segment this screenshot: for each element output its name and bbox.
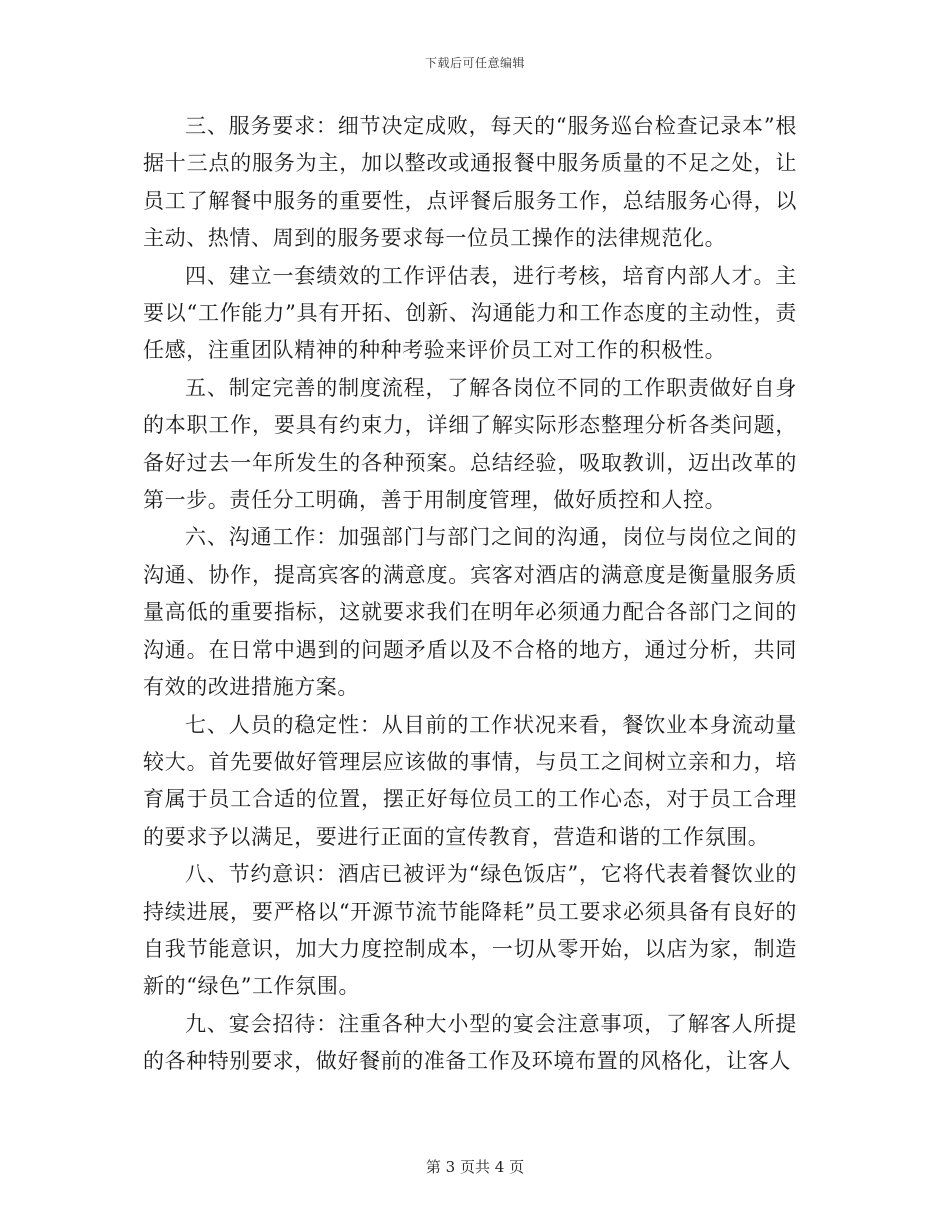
paragraph-performance-evaluation: 四、建立一套绩效的工作评估表，进行考核，培育内部人才。主要以“工作能力”具有开拓、创新、沟通能力和工作态度的主动性，责任感，注重团队精神的种种考验来评价员工对工作的积极性。 (143, 263, 797, 363)
paragraph-system-process: 五、制定完善的制度流程，了解各岗位不同的工作职责做好自身的本职工作，要具有约束力，详细了解实际形态整理分析各类问题，备好过去一年所发生的各种预案。总结经验，吸取教训，迈出改革的第一步。责任分工明确，善于用制度管理，做好质控和人控。 (143, 375, 797, 513)
paragraph-communication: 六、沟通工作：加强部门与部门之间的沟通，岗位与岗位之间的沟通、协作，提高宾客的满意度。宾客对酒店的满意度是衡量服务质量高低的重要指标，这就要求我们在明年必须通力配合各部门之间的沟通。在日常中遇到的问题矛盾以及不合格的地方，通过分析，共同有效的改进措施方案。 (143, 525, 797, 700)
document-body (143, 108, 797, 1081)
page-header-note: 下载后可任意编辑 (424, 56, 525, 70)
page-number: 第 3 页共 4 页 (425, 1158, 525, 1176)
paragraph-staff-stability: 七、人员的稳定性：从目前的工作状况来看，餐饮业本身流动量较大。首先要做好管理层应该做的事情，与员工之间树立亲和力，培育属于员工合适的位置，摆正好每位员工的工作心态，对于员工合理的要求予以满足，要进行正面的宣传教育，营造和谐的工作氛围。 (143, 712, 797, 849)
paragraph-saving-awareness: 八、节约意识：酒店已被评为“绿色饭店”，它将代表着餐饮业的持续进展，要严格以“开源节流节能降耗”员工要求必须具备有良好的自我节能意识，加大力度控制成本，一切从零开始，以店为家，制造新的“绿色”工作氛围。 (143, 862, 797, 999)
paragraph-banquet-reception: 九、宴会招待：注重各种大小型的宴会注意事项，了解客人所提的各种特别要求，做好餐前的准备工作及环境布置的风格化，让客人 (143, 1011, 797, 1074)
paragraph-service-requirements: 三、服务要求：细节决定成败，每天的“服务巡台检查记录本”根据十三点的服务为主，加以整改或通报餐中服务质量的不足之处，让员工了解餐中服务的重要性，点评餐后服务工作，总结服务心得，以主动、热情、周到的服务要求每一位员工操作的法律规范化。 (143, 114, 797, 251)
